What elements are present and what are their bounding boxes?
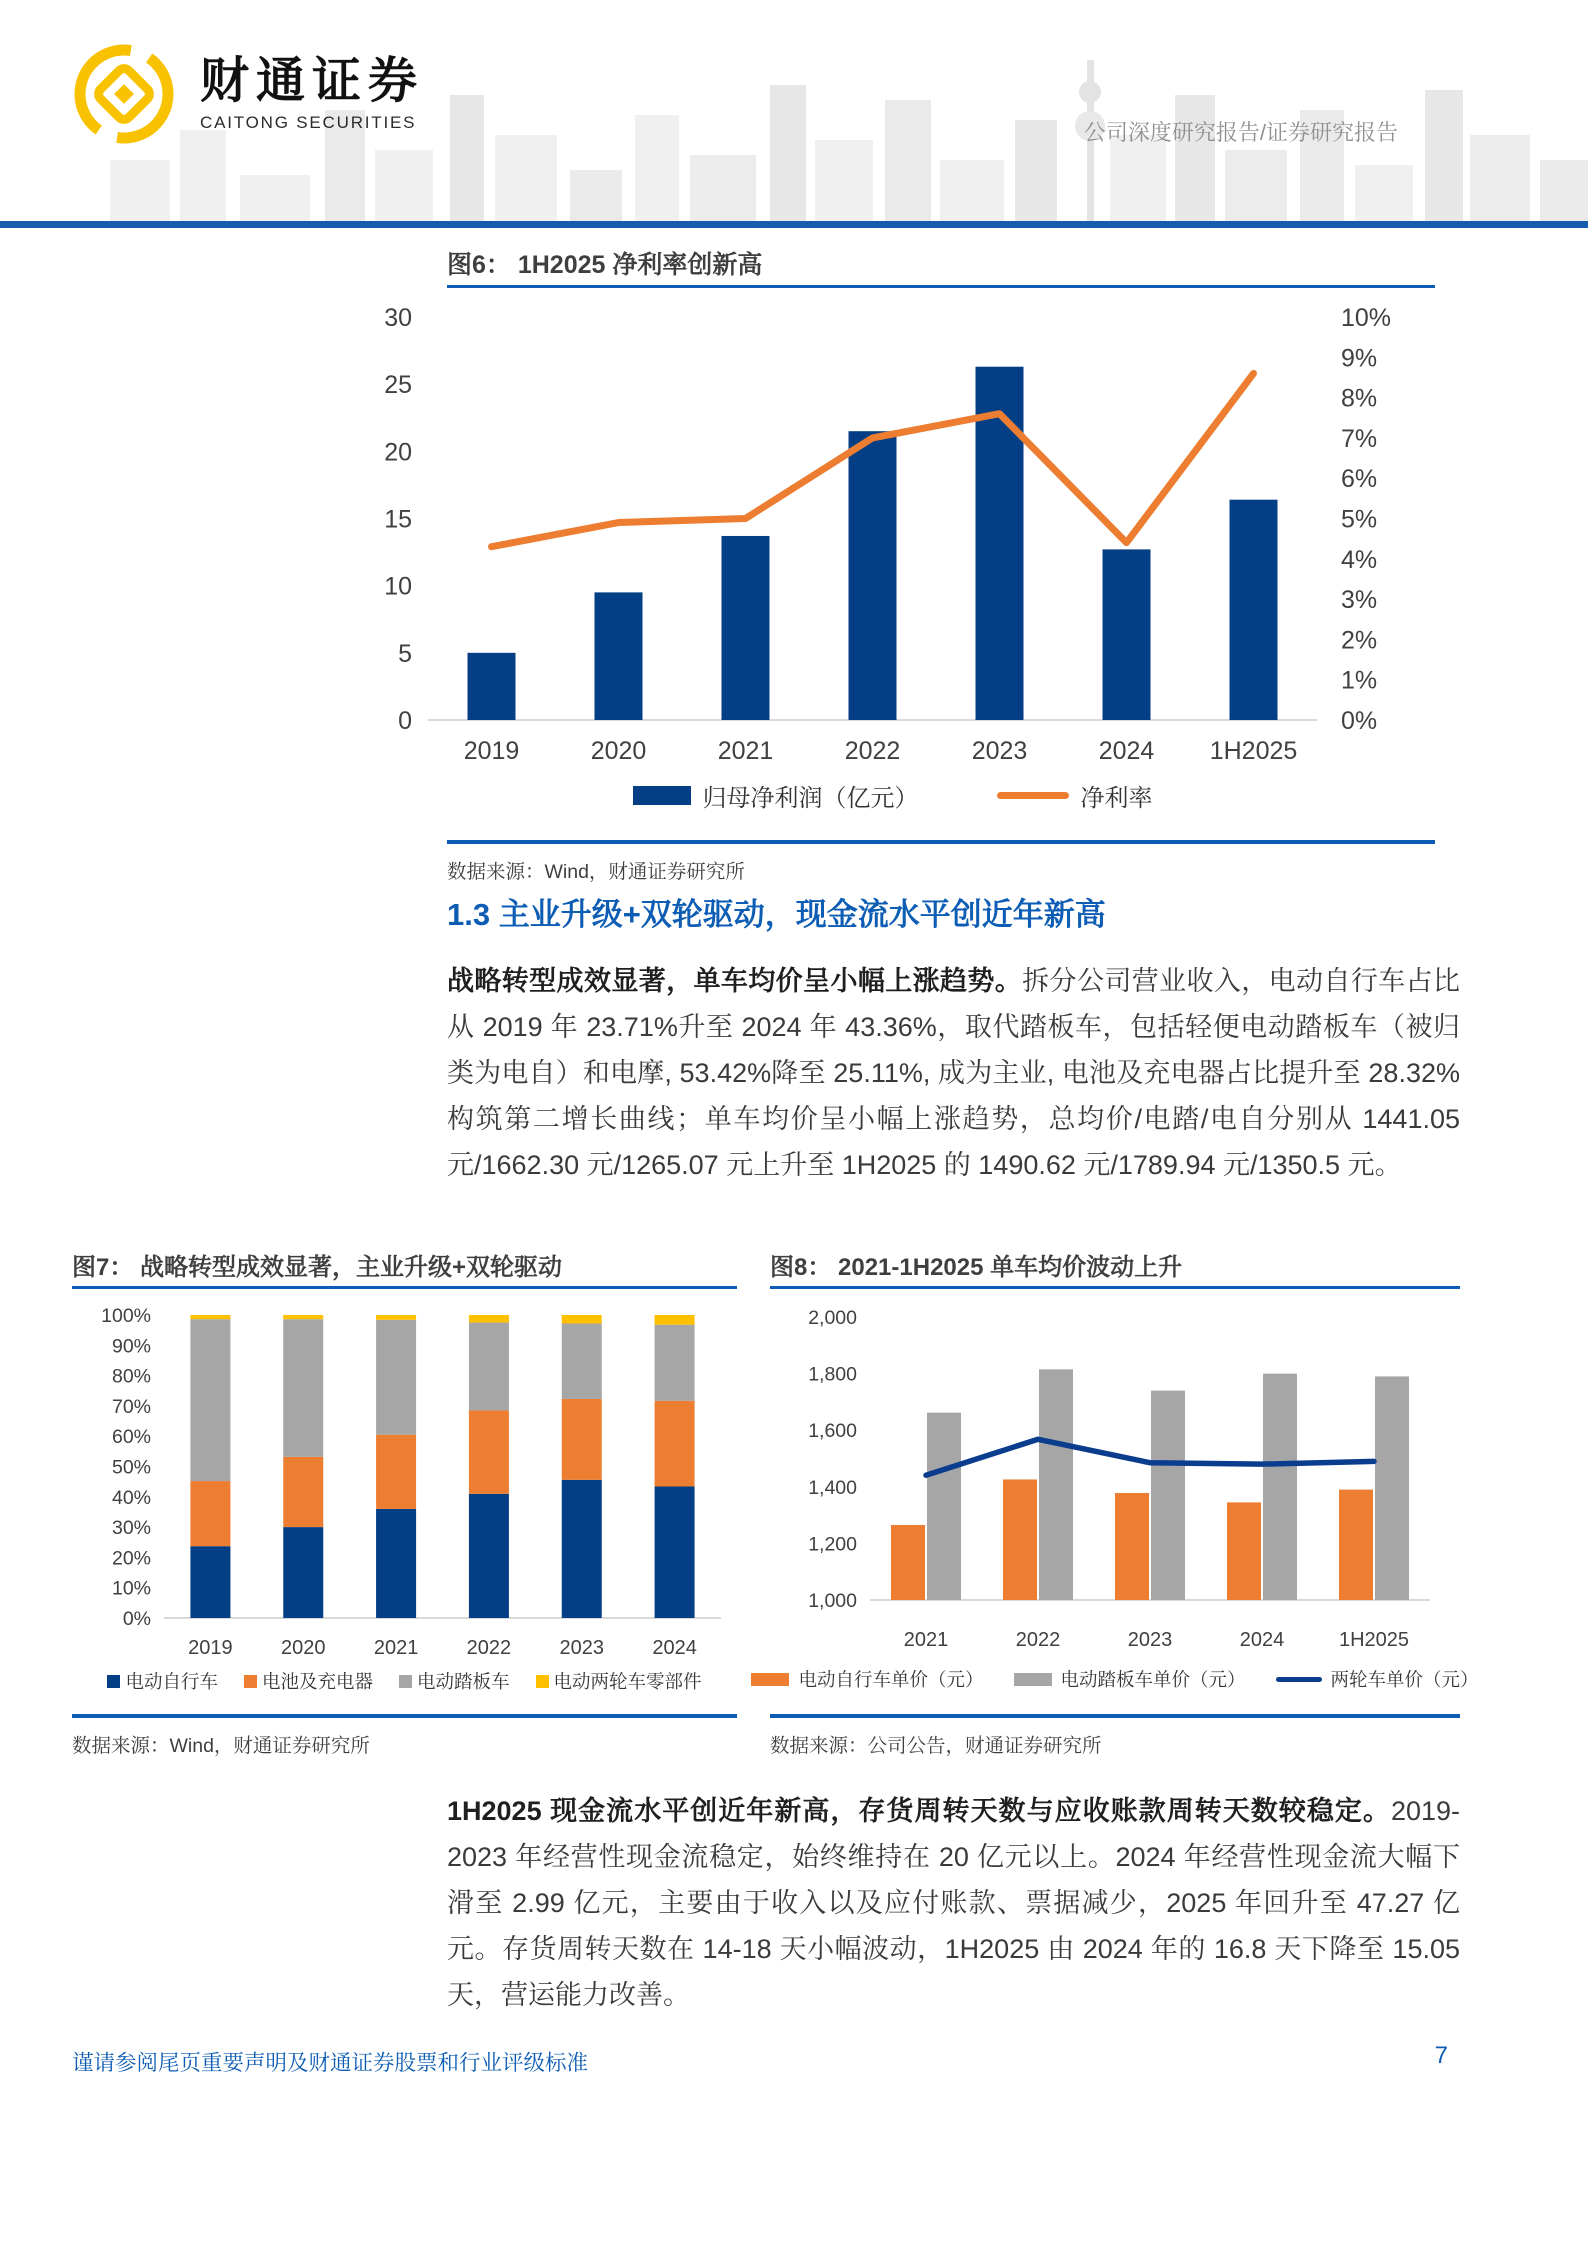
figure7-chart — [72, 1296, 737, 1668]
header-divider — [0, 221, 1588, 228]
figure6-source: 数据来源：Wind，财通证券研究所 — [447, 861, 745, 883]
section-heading: 1.3 主业升级+双轮驱动，现金流水平创近年新高 — [447, 897, 1106, 932]
legend-label: 净利率 — [1080, 785, 1153, 812]
paragraph1-lead: 战略转型成效显著，单车均价呈小幅上涨趋势。 — [447, 966, 1023, 996]
legend-label: 电池及充电器 — [261, 1671, 373, 1692]
figure8-title-rule — [770, 1286, 1460, 1289]
svg-text:0: 0 — [398, 707, 412, 735]
svg-text:4%: 4% — [1341, 545, 1378, 574]
body-paragraph-2 — [447, 1788, 1460, 2018]
svg-text:1,400: 1,400 — [808, 1476, 857, 1499]
brand-name-en: CAITONG SECURITIES — [200, 112, 417, 132]
svg-text:2024: 2024 — [1098, 737, 1155, 765]
svg-text:3%: 3% — [1341, 586, 1378, 615]
figure6-legend — [350, 778, 1435, 813]
svg-text:1,600: 1,600 — [808, 1420, 857, 1443]
figure6-title-rule — [447, 285, 1435, 288]
brand-logo — [68, 38, 424, 150]
svg-text:2021: 2021 — [717, 737, 774, 765]
svg-text:8%: 8% — [1341, 384, 1378, 413]
figure6-title: 图6： 1H2025 净利率创新高 — [447, 251, 763, 279]
figure8-legend — [770, 1666, 1479, 1692]
figure7-title: 图7： 战略转型成效显著，主业升级+双轮驱动 — [72, 1254, 563, 1281]
legend-label: 两轮车单价（元） — [1330, 1669, 1479, 1690]
legend-item — [536, 1668, 702, 1694]
legend-swatch — [536, 1675, 549, 1688]
svg-text:2022: 2022 — [1015, 1629, 1061, 1651]
legend-item — [633, 778, 919, 813]
figure8-bottom-rule — [770, 1714, 1460, 1718]
footer-disclaimer: 谨请参阅尾页重要声明及财通证券股票和行业评级标准 — [72, 2051, 589, 2075]
legend-label: 电动自行车单价（元） — [798, 1669, 984, 1690]
svg-text:15: 15 — [384, 505, 412, 534]
svg-text:2023: 2023 — [1127, 1629, 1173, 1651]
legend-item — [244, 1668, 373, 1694]
legend-swatch — [107, 1675, 120, 1688]
report-type-label: 公司深度研究报告/证券研究报告 — [1083, 120, 1398, 145]
legend-item — [399, 1668, 510, 1694]
svg-text:2019: 2019 — [463, 737, 520, 765]
figure7-title-rule — [72, 1286, 737, 1289]
svg-text:25: 25 — [384, 371, 412, 400]
svg-text:2021: 2021 — [903, 1629, 949, 1651]
legend-line-marker — [997, 792, 1069, 799]
legend-label: 电动自行车 — [125, 1671, 218, 1692]
svg-text:2022: 2022 — [466, 1637, 512, 1659]
svg-text:90%: 90% — [111, 1335, 151, 1358]
figure8-source: 数据来源：公司公告，财通证券研究所 — [770, 1735, 1102, 1757]
svg-text:30%: 30% — [111, 1517, 151, 1540]
svg-text:30: 30 — [384, 304, 412, 332]
figure6-bottom-rule — [447, 840, 1435, 844]
svg-text:70%: 70% — [111, 1395, 151, 1418]
svg-text:2020: 2020 — [590, 737, 647, 765]
brand-text — [200, 52, 425, 133]
svg-text:7%: 7% — [1341, 424, 1378, 453]
legend-label: 归母净利润（亿元） — [702, 785, 919, 812]
figure7-legend — [72, 1668, 737, 1694]
legend-swatch — [244, 1675, 257, 1688]
paragraph2-body: 2019-2023 年经营性现金流稳定，始终维持在 20 亿元以上。2024 年经营性现金流大幅下滑至 2.99 亿元，主要由于收入以及应付账款、票据减少，2025 年回升至 47.27 亿元。存货周转天数在 14-18 天小幅波动，1H2025 由 2024 年的 16.8 天下降至 15.05 天，营运能力改善。 — [447, 1796, 1460, 2010]
legend-line-marker — [1276, 1677, 1322, 1682]
svg-text:2020: 2020 — [281, 1637, 326, 1659]
figure7-source: 数据来源：Wind，财通证券研究所 — [72, 1735, 370, 1757]
svg-text:2019: 2019 — [188, 1637, 233, 1659]
legend-swatch — [1014, 1673, 1052, 1686]
figure8-chart — [770, 1296, 1460, 1668]
svg-text:1,800: 1,800 — [808, 1363, 857, 1386]
svg-text:5: 5 — [398, 639, 412, 668]
legend-swatch — [751, 1673, 789, 1686]
svg-text:2023: 2023 — [971, 737, 1028, 765]
svg-text:10%: 10% — [111, 1577, 151, 1600]
paragraph2-lead: 1H2025 现金流水平创近年新高，存货周转天数与应收账款周转天数较稳定。 — [447, 1796, 1391, 1826]
svg-text:1H2025: 1H2025 — [1209, 737, 1298, 765]
svg-text:6%: 6% — [1341, 465, 1378, 494]
paragraph1-body: 拆分公司营业收入，电动自行车占比从 2019 年 23.71%升至 2024 年 43.36%，取代踏板车，包括轻便电动踏板车（被归类为电自）和电摩, 53.42%降至 25.11%, 成为主业, 电池及充电器占比提升至 28.32%构筑第二增长曲线；单车均价呈小幅上涨趋势，总均价/电踏/电自分别从 1441.05 元/1662.30 元/1265.07 元上升至 1H2025 的 1490.62 元/1789.94 元/1350.5 元。 — [447, 966, 1461, 1180]
svg-text:10%: 10% — [1341, 304, 1392, 332]
svg-text:0%: 0% — [1341, 707, 1378, 735]
svg-text:20: 20 — [384, 438, 412, 467]
legend-label: 电动踏板车单价（元） — [1060, 1669, 1246, 1690]
svg-text:2024: 2024 — [1239, 1629, 1285, 1651]
svg-text:2022: 2022 — [844, 737, 901, 765]
svg-text:1%: 1% — [1341, 666, 1378, 695]
svg-text:2021: 2021 — [373, 1637, 419, 1659]
svg-text:10: 10 — [384, 572, 412, 601]
body-paragraph-1 — [447, 958, 1460, 1188]
svg-text:100%: 100% — [101, 1305, 151, 1328]
legend-item — [1014, 1666, 1246, 1692]
legend-swatch — [633, 786, 691, 805]
legend-item — [1276, 1666, 1479, 1692]
figure8-title: 图8： 2021-1H2025 单车均价波动上升 — [770, 1254, 1183, 1281]
svg-text:0%: 0% — [122, 1608, 151, 1631]
svg-text:2,000: 2,000 — [808, 1307, 857, 1330]
legend-item — [751, 1666, 983, 1692]
svg-text:2023: 2023 — [559, 1637, 604, 1659]
legend-item — [997, 778, 1153, 813]
svg-text:1,000: 1,000 — [808, 1590, 857, 1613]
svg-text:5%: 5% — [1341, 505, 1378, 534]
svg-text:20%: 20% — [111, 1547, 151, 1570]
caitong-coin-icon — [68, 38, 180, 150]
legend-item — [107, 1668, 218, 1694]
svg-text:40%: 40% — [111, 1486, 151, 1509]
svg-text:50%: 50% — [111, 1456, 151, 1479]
legend-label: 电动两轮车零部件 — [553, 1671, 702, 1692]
svg-text:9%: 9% — [1341, 344, 1378, 373]
legend-swatch — [399, 1675, 412, 1688]
figure7-bottom-rule — [72, 1714, 737, 1718]
page-number: 7 — [1434, 2042, 1448, 2069]
svg-text:2024: 2024 — [652, 1637, 697, 1659]
brand-name-cn: 财通证券 — [200, 52, 425, 108]
svg-text:2%: 2% — [1341, 626, 1378, 655]
svg-text:1,200: 1,200 — [808, 1533, 857, 1556]
svg-text:80%: 80% — [111, 1365, 151, 1388]
svg-text:60%: 60% — [111, 1426, 151, 1449]
figure6-chart — [350, 295, 1435, 775]
svg-text:1H2025: 1H2025 — [1338, 1629, 1410, 1651]
legend-label: 电动踏板车 — [417, 1671, 510, 1692]
